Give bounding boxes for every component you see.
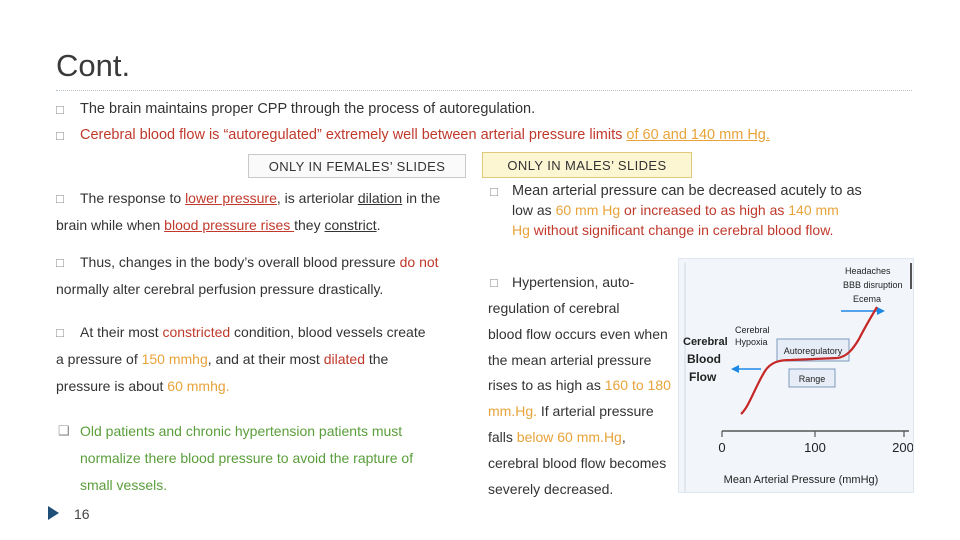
- text: without significant change in cerebral blood flow.: [529, 222, 834, 238]
- left-p1-line2: [56, 217, 381, 233]
- left-p2-line1: [80, 254, 439, 270]
- lower-pressure-text: lower pressure: [185, 190, 277, 206]
- text: they: [294, 217, 325, 233]
- text: , is arteriolar: [276, 190, 358, 206]
- right-m2-line4: the mean arterial pressure: [488, 352, 652, 368]
- bullet-icon: ❑: [58, 423, 70, 438]
- right-m2-line3: blood flow occurs even when: [488, 326, 668, 342]
- text: the: [364, 351, 389, 367]
- dilation-text: dilation: [357, 190, 403, 206]
- hg-text: Hg: [512, 222, 530, 238]
- bullet-icon: □: [490, 184, 498, 199]
- y-axis-label-2: Blood: [687, 352, 721, 366]
- dilated-text: dilated: [323, 351, 365, 367]
- slide-title: Cont.: [56, 48, 131, 83]
- text: pressure is about: [56, 378, 168, 394]
- chart-svg: [679, 259, 913, 492]
- below-60-text: below 60 mm.Hg: [516, 429, 622, 445]
- annotation-range: Range: [798, 374, 826, 384]
- constrict-text: constrict: [324, 217, 377, 233]
- left-p1-line1: [80, 190, 440, 206]
- bullet-icon: □: [56, 128, 64, 143]
- constricted-text: constricted: [162, 324, 231, 340]
- text: condition, blood vessels create: [230, 324, 426, 340]
- left-arrow-icon: [731, 365, 739, 373]
- top-line-2-limits: of 60 and 140 mm Hg.: [626, 127, 770, 143]
- mm-hg-text: mm.Hg.: [488, 403, 537, 419]
- x-tick-label: 100: [804, 440, 826, 455]
- right-m1-line3: [512, 222, 833, 238]
- text: Thus, changes in the body’s overall blood pressure: [80, 254, 400, 270]
- bullet-icon: □: [56, 102, 64, 117]
- left-p3-line3: [56, 378, 230, 394]
- 60-mmhg-text: 60 mmhg: [167, 378, 226, 394]
- 60-mm-hg-text: 60 mm Hg: [555, 202, 621, 218]
- x-tick-label: 0: [718, 440, 726, 455]
- do-not-text: do not: [399, 254, 439, 270]
- text: rises to as high as: [488, 377, 605, 393]
- annotation-hypoxia-2: Hypoxia: [735, 337, 768, 347]
- left-p4-line3: small vessels.: [80, 477, 168, 493]
- males-slides-label: [482, 152, 692, 178]
- females-slides-label: [248, 154, 466, 178]
- text: falls: [488, 429, 517, 445]
- right-m2-line7: [488, 429, 626, 445]
- top-line-2: [80, 127, 770, 143]
- x-axis-label: Mean Arterial Pressure (mmHg): [723, 474, 879, 486]
- y-axis-label-3: Flow: [689, 370, 717, 384]
- right-m2-line5: [488, 377, 671, 393]
- left-p3-line2: [56, 351, 388, 367]
- bullet-icon: □: [56, 325, 64, 340]
- left-p4-line2: normalize there blood pressure to avoid the rapture of: [80, 450, 414, 466]
- right-arrow-icon: [877, 307, 885, 315]
- text: If arterial pressure: [537, 403, 654, 419]
- bullet-icon: □: [56, 191, 64, 206]
- right-m1-line2: [512, 202, 839, 218]
- right-m2-line6: [488, 403, 654, 419]
- bullet-icon: □: [490, 275, 498, 290]
- left-p2-line2: normally alter cerebral perfusion pressure drastically.: [56, 281, 384, 297]
- slide-marker-icon: [48, 506, 59, 520]
- text: or increased to as high as: [620, 202, 789, 218]
- text: , and at their most: [207, 351, 324, 367]
- x-tick-label: 200: [892, 440, 913, 455]
- page-number: 16: [74, 506, 90, 522]
- text: At their most: [80, 324, 163, 340]
- annotation-ecema: Ecema: [853, 294, 882, 304]
- text: low as: [512, 202, 556, 218]
- 160-to-180-text: 160 to 180: [604, 377, 671, 393]
- title-divider: [56, 90, 912, 91]
- autoregulation-chart: [678, 258, 914, 493]
- left-p3-line1: [80, 324, 426, 340]
- text: in the: [402, 190, 441, 206]
- text: .: [225, 378, 230, 394]
- text: brain while when: [56, 217, 165, 233]
- y-axis-label-1: Cerebral: [683, 336, 728, 348]
- text: .: [376, 217, 381, 233]
- left-p4-line1: Old patients and chronic hypertension patients must: [80, 423, 403, 439]
- annotation-hypoxia-1: Cerebral: [735, 325, 770, 335]
- right-m2-line1: Hypertension, auto-: [512, 274, 635, 290]
- annotation-headaches: Headaches: [845, 266, 891, 276]
- right-m2-line8: cerebral blood flow becomes: [488, 455, 667, 471]
- right-m2-line2: regulation of cerebral: [488, 300, 620, 316]
- right-m2-line9: severely decreased.: [488, 481, 614, 497]
- top-line-2-text: Cerebral blood flow is “autoregulated” extremely well between arterial pressure limits: [80, 127, 627, 143]
- annotation-bbb: BBB disruption: [843, 280, 903, 290]
- 140-mm-text: 140 mm: [788, 202, 839, 218]
- right-m1-line1: Mean arterial pressure can be decreased acutely to as: [512, 183, 862, 199]
- top-line-1: The brain maintains proper CPP through the process of autoregulation.: [80, 101, 536, 117]
- annotation-autoregulatory: Autoregulatory: [783, 346, 843, 356]
- 150-mmhg-text: 150 mmhg: [141, 351, 208, 367]
- text: a pressure of: [56, 351, 142, 367]
- females-label-text: ONLY IN FEMALES’ SLIDES: [268, 158, 446, 174]
- bullet-icon: □: [56, 255, 64, 270]
- text: The response to: [80, 190, 186, 206]
- males-label-text: ONLY IN MALES’ SLIDES: [507, 157, 667, 173]
- blood-pressure-rises-text: blood pressure rises: [164, 217, 295, 233]
- text: ,: [621, 429, 626, 445]
